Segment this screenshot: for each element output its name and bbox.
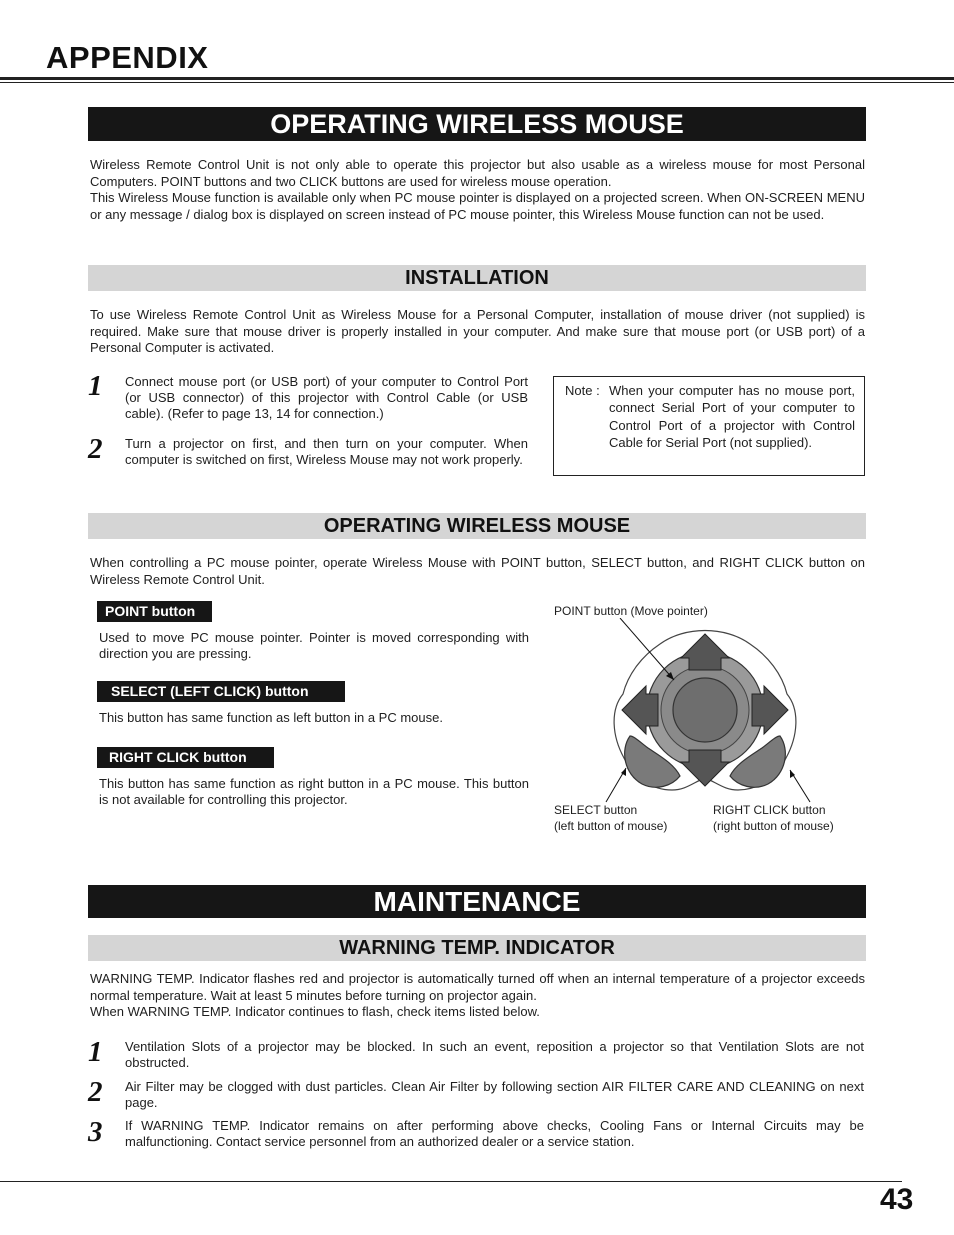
section-banner-maintenance: MAINTENANCE <box>88 885 866 918</box>
note-text: When your computer has no mouse port, connect Serial Port of your computer to Control Port of a projector with Control Cable for Serial Port (not supplied). <box>609 383 855 450</box>
select-button-desc: This button has same function as left button in a PC mouse. <box>99 710 443 725</box>
wireless-intro-p1: Wireless Remote Control Unit is not only able to operate this projector but also usable as a wireless mouse for most Personal Computers. POINT buttons and two CLICK buttons are used for wireless mouse operation. <box>90 157 865 189</box>
select-button-label: SELECT (LEFT CLICK) button <box>97 681 345 702</box>
step-number: 1 <box>88 1036 103 1068</box>
step-text: If WARNING TEMP. Indicator remains on after performing above checks, Cooling Fans or Internal Circuits may be malfunctioning. Contact service personnel from an authorized dealer or a service station. <box>125 1118 864 1150</box>
warning-temp-p2: When WARNING TEMP. Indicator continues to flash, check items listed below. <box>90 1004 540 1019</box>
point-pad-center <box>673 678 737 742</box>
header-rule-thin <box>0 82 954 83</box>
note-label: Note : <box>565 383 600 398</box>
diagram-select-label-line2: (left button of mouse) <box>554 819 668 833</box>
remote-diagram <box>590 618 820 803</box>
step-number: 1 <box>88 370 103 402</box>
point-leader-line <box>620 618 674 680</box>
page-number: 43 <box>880 1183 914 1216</box>
wireless-intro <box>90 157 865 223</box>
diagram-right-click-label <box>713 802 834 834</box>
step-text: Ventilation Slots of a projector may be blocked. In such an event, reposition a projector so that Ventilation Slots are not obstructed. <box>125 1039 864 1071</box>
step-text: Connect mouse port (or USB port) of your computer to Control Port (or USB connector) of this projector with Control Cable (or USB cable). (Refer to page 13, 14 for connection.) <box>125 374 528 422</box>
section-banner-wireless: OPERATING WIRELESS MOUSE <box>88 107 866 141</box>
warning-temp-text <box>90 971 865 1021</box>
header-rule <box>0 77 954 80</box>
diagram-right-click-label-line2: (right button of mouse) <box>713 819 834 833</box>
wireless-intro-p2: This Wireless Mouse function is available only when PC mouse pointer is displayed on a projected screen. When ON-SCREEN MENU or any message / dialog box is displayed on screen instead of PC mouse pointer, this Wireless Mouse function can not be used. <box>90 190 865 222</box>
diagram-select-label <box>554 802 667 834</box>
footer-rule <box>0 1181 902 1182</box>
point-button-desc: Used to move PC mouse pointer. Pointer is moved corresponding with direction you are pressing. <box>99 630 529 662</box>
step-text: Air Filter may be clogged with dust particles. Clean Air Filter by following section AIR FILTER CARE AND CLEANING on next page. <box>125 1079 864 1111</box>
diagram-right-click-label-line1: RIGHT CLICK button <box>713 803 826 817</box>
installation-heading: INSTALLATION <box>88 265 866 291</box>
diagram-select-label-line1: SELECT button <box>554 803 638 817</box>
right-click-button-desc: This button has same function as right button in a PC mouse. This button is not available for controlling this projector. <box>99 776 529 808</box>
step-text: Turn a projector on first, and then turn on your computer. When computer is switched on first, Wireless Mouse may not work properly. <box>125 436 528 468</box>
page-title: APPENDIX <box>46 40 209 75</box>
warning-temp-p1: WARNING TEMP. Indicator flashes red and projector is automatically turned off when an internal temperature of a projector exceeds normal temperature. Wait at least 5 minutes before turning on projector again. <box>90 971 865 1003</box>
point-button-label: POINT button <box>97 601 212 622</box>
installation-text: To use Wireless Remote Control Unit as Wireless Mouse for a Personal Computer, installation of mouse driver (not supplied) is required. Make sure that mouse driver is properly installed in your computer. And make sure that mouse port (or USB port) of a Personal Computer is activated. <box>90 307 865 355</box>
right-click-button-label: RIGHT CLICK button <box>97 747 274 768</box>
note-box <box>553 376 865 476</box>
step-number: 3 <box>88 1116 103 1148</box>
step-number: 2 <box>88 433 103 465</box>
operating-heading: OPERATING WIRELESS MOUSE <box>88 513 866 539</box>
step-number: 2 <box>88 1076 103 1108</box>
diagram-point-label: POINT button (Move pointer) <box>554 604 708 618</box>
operating-text: When controlling a PC mouse pointer, operate Wireless Mouse with POINT button, SELECT button, and RIGHT CLICK button on Wireless Remote Control Unit. <box>90 555 865 587</box>
warning-temp-heading: WARNING TEMP. INDICATOR <box>88 935 866 961</box>
